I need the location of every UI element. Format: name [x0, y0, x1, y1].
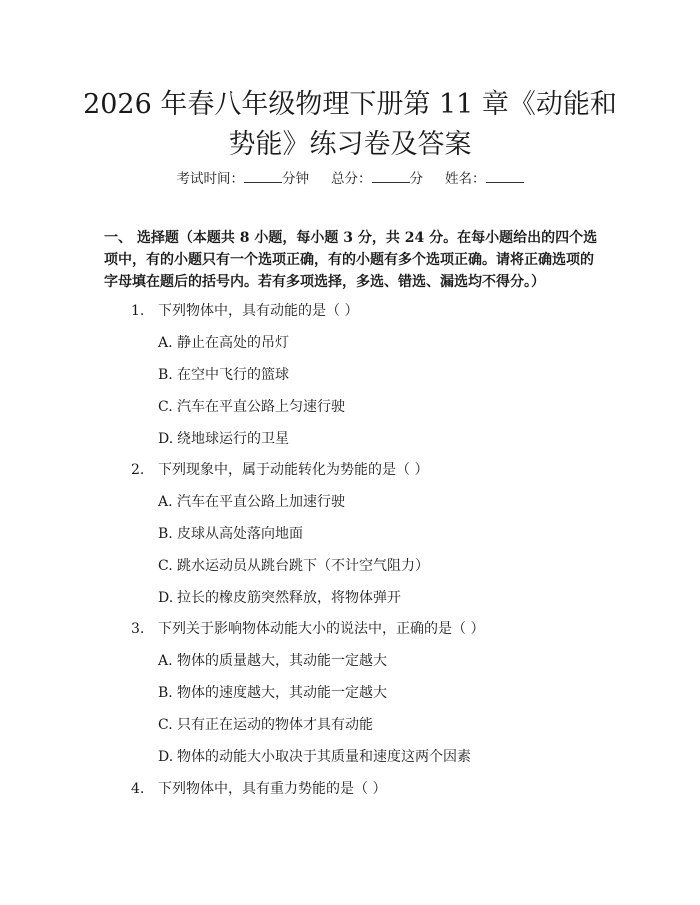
exam-meta — [0, 168, 700, 189]
section-heading: 一、 选择题（本题共 8 小题，每小题 3 分，共 24 分。在每小题给出的四个选项中，有的小题只有一个选项正确，有的小题有多个选项正确。请将正确选项的字母填在题后的括号内。若有多项选择，多选、错选、漏选均不得分。） — [104, 230, 598, 290]
option-b — [158, 364, 289, 386]
option-d — [158, 746, 471, 768]
option-a — [158, 332, 289, 354]
time-label: 考试时间： — [176, 171, 244, 187]
option-letter: A. — [158, 494, 173, 510]
option-text: 物体的动能大小取决于其质量和速度这两个因素 — [177, 749, 471, 765]
option-c — [158, 396, 345, 418]
option-letter: A. — [158, 335, 173, 351]
exam-title-line2: 势能》练习卷及答案 — [228, 129, 472, 160]
option-text: 在空中飞行的篮球 — [177, 367, 289, 383]
option-b — [158, 523, 303, 545]
option-letter: B. — [158, 367, 173, 383]
score-unit: 分 — [409, 171, 423, 187]
question-number: 1. — [131, 303, 145, 319]
question-text: 下列物体中，具有重力势能的是（ ） — [158, 781, 387, 797]
question-text: 下列关于影响物体动能大小的说法中，正确的是（ ） — [158, 621, 485, 637]
option-text: 汽车在平直公路上匀速行驶 — [177, 399, 345, 415]
name-label: 姓名： — [445, 171, 486, 187]
option-text: 绕地球运行的卫星 — [177, 431, 289, 447]
option-letter: D. — [158, 749, 174, 765]
option-letter: C. — [158, 558, 173, 574]
option-text: 物体的速度越大，其动能一定越大 — [177, 685, 387, 701]
option-b — [158, 682, 387, 704]
option-text: 只有正在运动的物体才具有动能 — [177, 717, 373, 733]
option-letter: B. — [158, 685, 173, 701]
question-number: 4. — [131, 781, 145, 797]
option-letter: C. — [158, 399, 173, 415]
option-d — [158, 587, 401, 609]
option-c — [158, 714, 373, 736]
question-text: 下列现象中，属于动能转化为势能的是（ ） — [158, 462, 429, 478]
question-text: 下列物体中，具有动能的是（ ） — [158, 303, 359, 319]
option-a — [158, 491, 345, 513]
question-3 — [131, 618, 484, 640]
option-letter: D. — [158, 431, 174, 447]
option-letter: D. — [158, 590, 174, 606]
exam-title-line1: 2026 年春八年级物理下册第 11 章《动能和 — [83, 89, 617, 120]
option-a — [158, 650, 387, 672]
question-1 — [131, 300, 358, 322]
option-letter: B. — [158, 526, 173, 542]
option-text: 汽车在平直公路上加速行驶 — [177, 494, 345, 510]
option-text: 物体的质量越大，其动能一定越大 — [177, 653, 387, 669]
option-text: 跳水运动员从跳台跳下（不计空气阻力） — [177, 558, 429, 574]
option-text: 拉长的橡皮筋突然释放，将物体弹开 — [177, 590, 401, 606]
option-text: 静止在高处的吊灯 — [177, 335, 289, 351]
question-number: 3. — [131, 621, 145, 637]
question-number: 2. — [131, 462, 145, 478]
time-unit: 分钟 — [282, 171, 309, 187]
score-blank — [372, 168, 410, 183]
score-label: 总分： — [331, 171, 372, 187]
question-2 — [131, 459, 428, 481]
option-letter: C. — [158, 717, 173, 733]
name-blank — [486, 168, 524, 183]
option-text: 皮球从高处落向地面 — [177, 526, 303, 542]
question-4 — [131, 778, 386, 800]
option-c — [158, 555, 429, 577]
option-letter: A. — [158, 653, 173, 669]
option-d — [158, 428, 289, 450]
time-blank — [244, 168, 282, 183]
